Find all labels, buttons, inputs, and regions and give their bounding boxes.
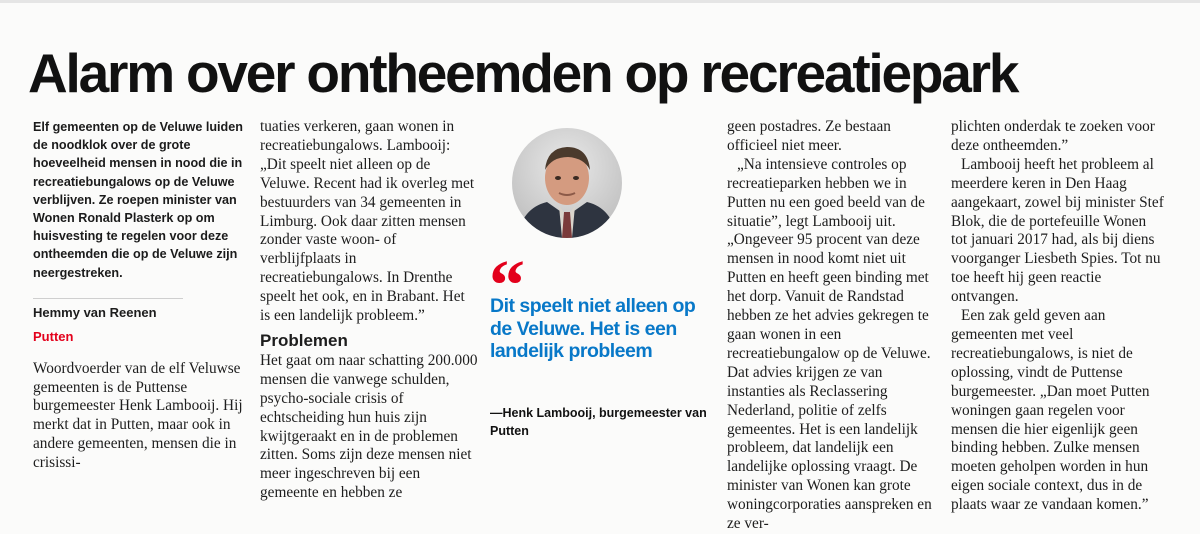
body-paragraph: Het gaat om naar schatting 200.000 mensen die vanwege schulden, psycho-sociale crisis of echtscheiding hun huis zijn kwijtgeraakt en in de problemen zitten. Soms zijn deze mensen niet meer ingeschreven bij een gemeente en hebben ze — [260, 351, 478, 502]
subheading: Problemen — [260, 330, 348, 350]
quote-mark-icon: “ — [489, 245, 525, 325]
body-paragraph: Lambooij heeft het probleem al meerdere keren in Den Haag aangekaart, zowel bij minister Stef Blok, die de portefeuille Wonen tot januari 2017 had, als bij diens voorganger Liesbeth Spies. Tot nu toe heeft hij geen reactie ontvangen. — [951, 155, 1164, 306]
portrait-image — [512, 128, 622, 238]
author-byline: Hemmy van Reenen — [33, 298, 183, 323]
body-paragraph: tuaties verkeren, gaan wonen in recreatiebungalows. Lambooij: „Dit speelt niet alleen op de Veluwe. Recent had ik overleg met bestuurders van 34 gemeenten in Limburg. Ook daar zitten mensen zonder vaste woon- of verblijfplaats in recreatiebungalows. In Drenthe speelt het ook, en in Brabant. Het is een landelijk probleem.” — [260, 118, 475, 325]
quote-attribution: —Henk Lambooij, burgemeester van Putten — [490, 406, 707, 438]
column-1 — [33, 118, 251, 473]
lead-paragraph: Elf gemeenten op de Veluwe luiden de noodklok over de grote hoeveelheid mensen in nood die in recreatiebungalows op de Veluwe verblijven. Ze roepen minister van Wonen Ronald Plasterk op om huisvesting te regelen voor deze ontheemden die op de Veluwe zijn neergestreken. — [33, 120, 243, 280]
portrait-photo — [512, 128, 622, 238]
body-paragraph: „Na intensieve controles op recreatieparken hebben we in Putten nu een goed beeld van de situatie”, legt Lambooij uit. „Ongeveer 95 procent van deze mensen in nood komt niet uit Putten en heeft geen binding met het dorp. Vanuit de Randstad hebben ze het advies gekregen te gaan wonen in een recreatiebungalow op de Veluwe. Dat advies krijgen ze van instanties als Reclassering Nederland, politie of zelfs gemeentes. Het is een landelijk probleem, dat landelijk een landelijke oplossing vraagt. De minister van Wonen kan grote woningcorporaties aanspreken en ze ver- — [727, 155, 932, 533]
body-paragraph: plichten onderdak te zoeken voor deze ontheemden.” — [951, 118, 1155, 154]
headline: Alarm over ontheemden op recreatiepark — [28, 42, 1018, 104]
pull-quote: Dit speelt niet alleen op de Veluwe. Het is een landelijk probleem — [490, 295, 696, 362]
body-paragraph: Een zak geld geven aan gemeenten met veel recreatiebungalows, is niet de oplossing, vindt de Puttense burgemeester. „Dan moet Putten woningen gaan regelen voor mensen die hier eigenlijk geen binding hebben. Zulke mensen moeten geholpen worden in hun eigen sociale context, dus in de plaats waar ze vandaan komen.” — [951, 307, 1150, 514]
column-4 — [727, 118, 943, 534]
body-paragraph: Woordvoerder van de elf Veluwse gemeenten is de Puttense burgemeester Henk Lambooij. Hij merkt dat in Putten, maar ook in andere gemeenten, mensen die in crisissi- — [33, 359, 243, 472]
column-2 — [260, 118, 478, 503]
dateline-location: Putten — [33, 328, 74, 344]
body-paragraph: geen postadres. Ze bestaan officieel niet meer. — [727, 118, 891, 154]
top-rule — [0, 0, 1200, 3]
column-5 — [951, 118, 1165, 515]
